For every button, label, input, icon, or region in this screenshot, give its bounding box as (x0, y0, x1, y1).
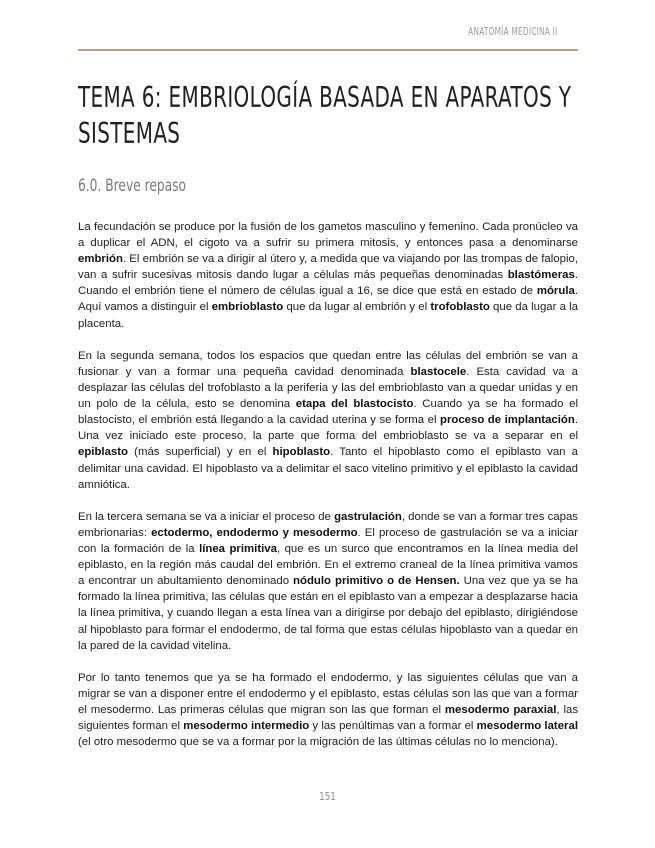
bold-term: hipoblasto (272, 446, 331, 459)
body-text (78, 219, 578, 767)
bold-term: blastocele (410, 365, 467, 378)
text-run: . Cuando ya se ha formado el blastocisto, el embrión está llegando a la cavidad uterina y se forma el (78, 398, 579, 427)
running-header: ANATOMÍA MEDICINA II (467, 26, 557, 38)
text-run: Por lo tanto tenemos que ya se ha formado el endodermo, y las siguientes células que van a migrar se van a disponer entre el endodermo y el epiblasto, estas células son las que van a formar el mesodermo. Las primeras células que migran son las que forman el (78, 671, 578, 717)
bold-term: blastómeras (507, 269, 575, 282)
bold-term: mesodermo paraxial (444, 704, 557, 717)
header-rule (78, 49, 578, 51)
text-run: . Aquí vamos a distinguir el (78, 285, 578, 314)
text-run: , que es un surco que encontramos en la línea media del epiblasto, en la región más caudal del embrión. En el extremo craneal de la línea primitiva vamos a encontrar un abultamiento denominado (78, 543, 578, 588)
bold-term: etapa del blastocisto (295, 398, 414, 411)
text-run: , las siguientes forman el (78, 704, 579, 733)
text-run: . Cuando el embrión tiene el número de células igual a 16, se dice que está en estado de (78, 269, 578, 298)
text-run: . Una vez iniciado este proceso, la parte que forma del embrioblasto se va a separar en el (78, 414, 578, 443)
chapter-title-line-2: SISTEMAS (78, 117, 181, 150)
text-run: . Esta cavidad va a desplazar las células del trofoblasto a la periferia y las del embrioblasto van a quedar unidas y en un polo de la célula, esto se denomina (78, 365, 579, 411)
text-run: La fecundación se produce por la fusión de los gametos masculino y femenino. Cada pronúcleo va a duplicar el ADN, el cigoto va a sufrir su primera mitosis, y entonces pasa a denominarse (78, 221, 578, 250)
text-run: que da lugar a la placenta. (78, 301, 578, 330)
paragraph (78, 670, 578, 750)
text-run: y las penúltimas van a formar el (309, 720, 477, 733)
bold-term: embrión (78, 253, 123, 266)
bold-term: trofoblasto (430, 301, 490, 314)
paragraph (78, 509, 578, 654)
bold-term: epiblasto (78, 446, 129, 459)
paragraph (78, 219, 578, 332)
bold-term: mórula (536, 285, 575, 298)
section-title: 6.0. Breve repaso (78, 176, 187, 196)
bold-term: proceso de implantación (439, 414, 575, 427)
text-run: . El proceso de gastrulación se va a iniciar con la formación de la (78, 526, 578, 556)
page-number: 151 (319, 790, 336, 803)
text-run: (más superficial) y en el (128, 446, 273, 459)
bold-term: mesodermo intermedio (183, 720, 310, 733)
bold-term: línea primitiva (199, 543, 277, 556)
text-run: que da lugar al embrión y el (283, 301, 431, 314)
bold-term: nódulo primitivo o de Hensen. (293, 575, 460, 588)
bold-term: gastrulación (334, 510, 402, 523)
chapter-title-line-1: TEMA 6: EMBRIOLOGÍA BASADA EN APARATOS Y (78, 81, 572, 114)
bold-term: mesodermo lateral (476, 720, 578, 733)
bold-term: ectodermo, endodermo y mesodermo (151, 526, 358, 539)
chapter-title (78, 80, 572, 152)
text-run: En la segunda semana, todos los espacios que quedan entre las células del embrión se van a fusionar y van a formar una pequeña cavidad denominada (78, 349, 578, 378)
bold-term: embrioblasto (211, 301, 284, 314)
text-run: . El embrión se va a dirigir al útero y, a medida que va viajando por las trompas de falopio, van a sufrir sucesivas mitosis dando lugar a células más pequeñas denominadas (78, 253, 578, 282)
text-run: Una vez que ya se ha formado la línea primitiva, las células que están en el epiblasto van a empezar a desplazarse hacia la línea primitiva, y cuando llegan a esta línea van a dirigirse por debajo del epiblasto, dirigiéndose al hipoblasto para formar el endodermo, de tal forma que estas células hipoblasto van a quedar en la pared de la cavidad vitelina. (78, 575, 578, 652)
paragraph (78, 348, 578, 493)
text-run: . Tanto el hipoblasto como el epiblasto van a delimitar una cavidad. El hipoblasto va a delimitar el saco vitelino primitivo y el epiblasto la cavidad amniótica. (78, 446, 578, 491)
text-run: , donde se van a formar tres capas embrionarias: (78, 510, 579, 539)
text-run: En la tercera semana se va a iniciar el proceso de (78, 510, 335, 523)
text-run: (el otro mesodermo que se va a formar por la migración de las últimas células no lo menciona). (78, 736, 558, 749)
